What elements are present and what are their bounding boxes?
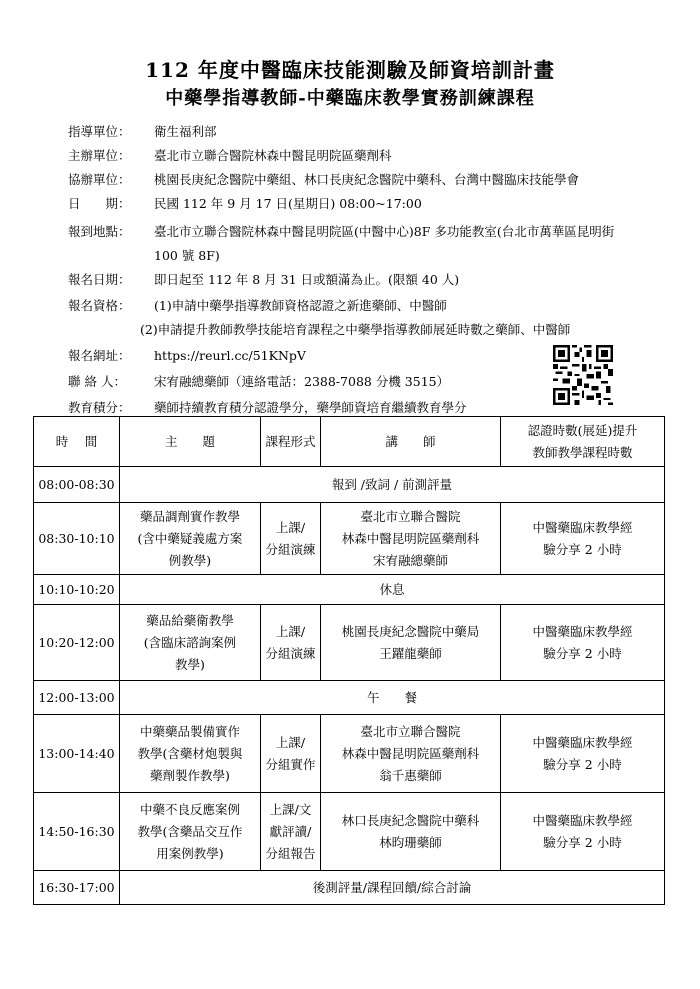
qual-value-2: (2)申請提升教師教學技能培育課程之中藥學指導教師展延時數之藥師、中醫師 — [140, 322, 571, 337]
qual-value-1: (1)申請中藥學指導教師資格認證之新進藥師、中醫師 — [154, 298, 447, 313]
format-line: 分組實作 — [265, 756, 316, 772]
format-line: 分組報告 — [265, 845, 316, 861]
hours-line: 驗分享 2 小時 — [543, 645, 622, 661]
format-line: 獻評讀/ — [269, 823, 312, 839]
info-qualification — [68, 298, 447, 314]
format-line: 分組演練 — [265, 645, 316, 661]
info-host — [68, 148, 392, 164]
format-line: 上課/ — [275, 519, 306, 535]
topic-line: 教學(含藥品交互作 — [137, 823, 243, 839]
row-lecturer — [321, 715, 501, 793]
row-topic — [120, 793, 261, 871]
credit-value: 藥師持續教育積分認證學分，藥學師資培育繼續教育學分 — [154, 400, 467, 415]
hours-line: 中醫藥臨床教學經 — [532, 623, 633, 639]
url-label: 報名網址： — [68, 348, 131, 363]
hours-line: 驗分享 2 小時 — [543, 541, 622, 557]
info-date — [68, 196, 422, 212]
format-line: 上課/ — [275, 623, 306, 639]
row-lecturer — [321, 503, 501, 575]
row-time: 14:50-16:30 — [34, 793, 120, 871]
header-hours — [501, 417, 665, 467]
table-row — [34, 871, 665, 905]
topic-line: 教學) — [175, 656, 205, 672]
co-label: 協辦單位： — [68, 172, 131, 187]
row-topic — [120, 715, 261, 793]
header-format: 課程形式 — [261, 417, 321, 467]
format-line: 分組演練 — [265, 541, 316, 557]
contact-label: 聯 絡 人： — [68, 374, 126, 389]
table-row — [34, 605, 665, 681]
lecturer-line: 宋宥融總藥師 — [372, 552, 448, 568]
lecturer-line: 翁千惠藥師 — [379, 767, 442, 783]
topic-line: 用案例教學) — [156, 845, 224, 861]
host-label: 主辦單位： — [68, 148, 131, 163]
format-line: 上課/ — [275, 734, 306, 750]
co-value: 桃園長庚紀念醫院中藥組、林口長庚紀念醫院中藥科、台灣中醫臨床技能學會 — [154, 172, 580, 187]
row-format — [261, 715, 321, 793]
row-time: 08:00-08:30 — [34, 467, 120, 503]
row-time: 10:10-10:20 — [34, 575, 120, 605]
location-value: 臺北市立聯合醫院林森中醫昆明院區(中醫中心)8F 多功能教室(台北市萬華區昆明街 100 號 8F) — [154, 224, 615, 263]
table-header-row — [34, 417, 665, 467]
row-lecturer — [321, 793, 501, 871]
reg-date-label: 報名日期： — [68, 272, 131, 287]
topic-line: (含臨床諮詢案例 — [143, 634, 237, 650]
credit-label: 教育積分： — [68, 400, 131, 415]
info-qualification-2 — [140, 322, 570, 338]
row-time: 08:30-10:10 — [34, 503, 120, 575]
info-reg-date — [68, 272, 459, 288]
lecturer-line: 林森中醫昆明院區藥劑科 — [341, 745, 480, 761]
row-time: 12:00-13:00 — [34, 681, 120, 715]
lecturer-line: 林昀珊藥師 — [379, 834, 442, 850]
lecturer-line: 臺北市立聯合醫院 — [360, 508, 461, 524]
header-lecturer: 講 師 — [321, 417, 501, 467]
row-topic — [120, 503, 261, 575]
hours-line: 中醫藥臨床教學經 — [532, 734, 633, 750]
topic-line: 藥品調劑實作教學 — [139, 508, 240, 524]
info-contact — [68, 374, 449, 390]
date-value: 民國 112 年 9 月 17 日(星期日) 08:00~17:00 — [154, 196, 422, 211]
lecturer-line: 桃園長庚紀念醫院中藥局 — [341, 623, 480, 639]
row-format — [261, 605, 321, 681]
row-hours — [501, 715, 665, 793]
topic-line: 中藥不良反應案例 — [139, 801, 240, 817]
info-url — [68, 348, 306, 364]
row-merged: 報到 /致詞 / 前測評量 — [120, 467, 665, 503]
row-merged: 後測評量/課程回饋/綜合討論 — [120, 871, 665, 905]
row-hours — [501, 503, 665, 575]
table-row — [34, 681, 665, 715]
registration-link[interactable]: https://reurl.cc/51KNpV — [154, 348, 306, 363]
row-lecturer — [321, 605, 501, 681]
contact-value: 宋宥融總藥師（連絡電話：2388-7088 分機 3515） — [154, 374, 450, 389]
lecturer-line: 王躍龍藥師 — [379, 645, 442, 661]
row-time: 10:20-12:00 — [34, 605, 120, 681]
hours-line: 驗分享 2 小時 — [543, 834, 622, 850]
info-organizer — [68, 124, 217, 140]
qr-code-icon[interactable] — [553, 345, 613, 405]
topic-line: 中藥藥品製備實作 — [139, 723, 240, 739]
qual-label: 報名資格： — [68, 298, 131, 313]
hours-line: 驗分享 2 小時 — [543, 756, 622, 772]
row-format — [261, 793, 321, 871]
hours-line: 中醫藥臨床教學經 — [532, 812, 633, 828]
info-location — [68, 220, 634, 268]
table-row — [34, 575, 665, 605]
header-hours-line2: 教師教學課程時數 — [532, 444, 633, 460]
topic-line: 教學(含藥材炮製與 — [137, 745, 243, 761]
table-row — [34, 793, 665, 871]
info-credit — [68, 400, 467, 416]
row-topic — [120, 605, 261, 681]
lecturer-line: 林口長庚紀念醫院中藥科 — [341, 812, 480, 828]
row-merged: 休息 — [120, 575, 665, 605]
topic-line: 藥劑製作教學) — [150, 767, 230, 783]
location-label: 報到地點： — [68, 224, 131, 239]
organizer-value: 衛生福利部 — [154, 124, 217, 139]
header-hours-line1: 認證時數(展延)提升 — [527, 422, 638, 438]
document-subtitle: 中藥學指導教師-中藥臨床教學實務訓練課程 — [165, 88, 535, 109]
row-time: 13:00-14:40 — [34, 715, 120, 793]
reg-date-value: 即日起至 112 年 8 月 31 日或額滿為止。(限額 40 人) — [154, 272, 460, 287]
date-label: 日 期： — [68, 196, 131, 211]
info-co-organizer — [68, 172, 579, 188]
table-row — [34, 467, 665, 503]
topic-line: (含中藥疑義處方案 — [137, 530, 243, 546]
host-value: 臺北市立聯合醫院林森中醫昆明院區藥劑科 — [154, 148, 392, 163]
topic-line: 藥品給藥衛教學 — [146, 612, 234, 628]
row-hours — [501, 605, 665, 681]
schedule-table — [33, 416, 665, 905]
hours-line: 中醫藥臨床教學經 — [532, 519, 633, 535]
header-topic: 主 題 — [120, 417, 261, 467]
table-row — [34, 503, 665, 575]
lecturer-line: 臺北市立聯合醫院 — [360, 723, 461, 739]
document-title: 112 年度中醫臨床技能測驗及師資培訓計畫 — [145, 58, 555, 82]
row-hours — [501, 793, 665, 871]
header-time: 時 間 — [34, 417, 120, 467]
format-line: 上課/文 — [269, 801, 312, 817]
row-time: 16:30-17:00 — [34, 871, 120, 905]
topic-line: 例教學) — [168, 552, 212, 568]
lecturer-line: 林森中醫昆明院區藥劑科 — [341, 530, 480, 546]
table-row — [34, 715, 665, 793]
row-merged: 午 餐 — [120, 681, 665, 715]
row-format — [261, 503, 321, 575]
organizer-label: 指導單位： — [68, 124, 131, 139]
